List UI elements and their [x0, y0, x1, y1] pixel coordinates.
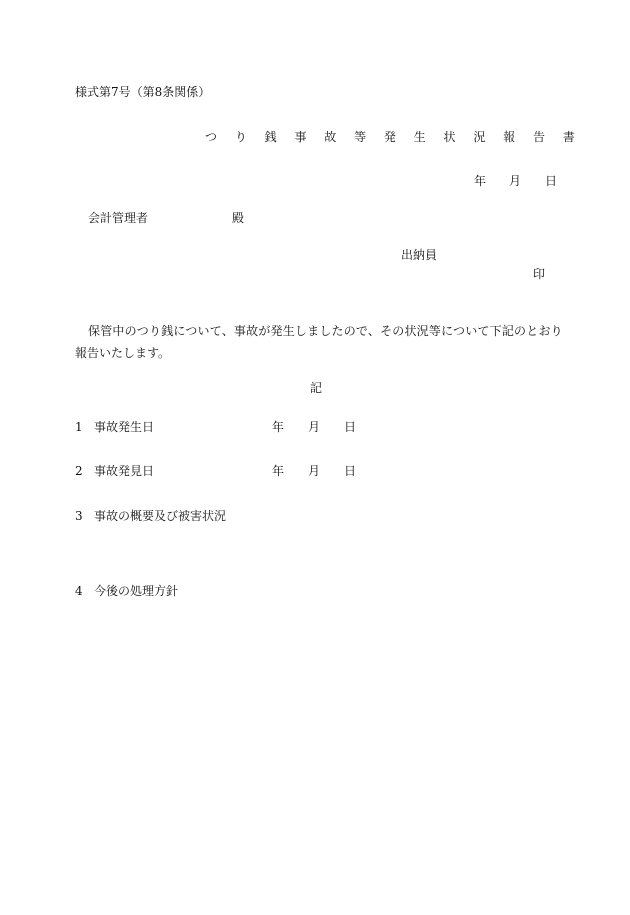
- date-year-label: 年: [474, 174, 487, 188]
- addressee: 会計管理者: [88, 211, 149, 225]
- date-month-label: 月: [509, 174, 522, 188]
- honorific: 殿: [232, 211, 245, 225]
- date-day-label: 日: [545, 174, 558, 188]
- item-label-occurrence-date: 事故発生日: [94, 420, 155, 434]
- item-number: 4: [75, 584, 83, 598]
- body-text-line-1: 保管中のつり銭について、事故が発生しましたので、その状況等について下記のとおり: [88, 324, 563, 338]
- item-number: 3: [75, 509, 83, 523]
- item-label-discovery-date: 事故発見日: [94, 464, 155, 478]
- item-month-label: 月: [308, 420, 321, 434]
- item-label-overview: 事故の概要及び被害状況: [94, 509, 227, 523]
- item-year-label: 年: [272, 420, 285, 434]
- item-month-label: 月: [308, 464, 321, 478]
- seal-mark: 印: [533, 267, 546, 281]
- item-year-label: 年: [272, 464, 285, 478]
- item-day-label: 日: [344, 420, 357, 434]
- item-number: 1: [75, 420, 83, 434]
- item-label-policy: 今後の処理方針: [94, 584, 179, 598]
- form-number: 様式第7号（第8条関係）: [75, 85, 211, 99]
- body-text-line-2: 報告いたします。: [75, 346, 171, 360]
- document-title: つ り 銭 事 故 等 発 生 状 況 報 告 書: [205, 130, 582, 144]
- item-number: 2: [75, 464, 83, 478]
- item-day-label: 日: [344, 464, 357, 478]
- ki-heading: 記: [310, 381, 323, 395]
- reporter-title: 出納員: [401, 248, 438, 262]
